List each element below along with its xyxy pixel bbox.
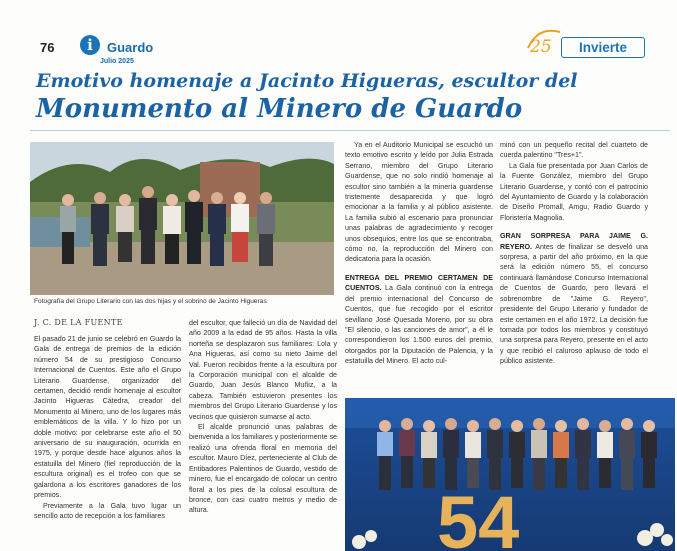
paragraph: La Gala fue presentada por Juan Carlos de la Fuente González, miembro del Grupo Literario Guardense, y contó con el patrocinio del Ayuntamiento de Guardo y la colaboración de Diseño Promall, Amgu, Radio Guardo y Floristería Magnolia. [500,161,648,222]
title-divider [30,130,670,131]
byline: J. C. DE LA FUENTE [34,318,123,327]
paragraph: Previamente a la Gala tuvo lugar un sencillo acto de recepción a los familiares [34,501,181,520]
body-column-1 [34,334,181,521]
headline-line-2: Monumento al Minero de Guardo [36,94,523,124]
body-column-4 [500,140,648,367]
body-column-2 [189,318,337,516]
page-number: 76 [40,40,55,55]
stage-photo [345,398,675,551]
paragraph: El pasado 21 de junio se celebró en Guardo la Gala de entrega de premios de la edición número 54 de su prestigioso Concurso Internacional de Cuentos. Este año el Grupo Literario Guardense, organizador del certamen, decidió rendir homenaje al escultor Jacinto Higueras Cátedra, creador del Monumento al Minero, uno de los lugares más emblemáticos de la villa. Y lo hizo por un doble motivo: por celebrarse este año el 50 aniversario de su inauguración, ocurrida en 1975, y porque desde hace algunos años la estatuilla del Minero (fiel reproducción de la escultura original) es el trofeo con que se galardona a los escritores ganadores de los premios. [34,335,181,500]
body-column-3 [345,140,493,367]
paragraph: El alcalde pronunció unas palabras de bienvenida a los familiares y posteriormente se realizó una ofrenda floral en memoria del escultor. Mauro Díez, perteneciente al Club de Entibadores Palentinos de Guardo, vestido de minero, fue el encargado de colocar un centro floral a los pies de la colosal escultura de bronce, con casi cuatro metros y medio de altura. [189,423,337,515]
group-photo [30,142,334,295]
publication-name: Guardo [107,40,154,55]
photo-caption: Fotografía del Grupo Literario con las dos hijas y el sobrino de Jacinto Higueras [34,298,267,305]
headline-line-1: Emotivo homenaje a Jacinto Higueras, escultor del [36,70,578,92]
paragraph: minó con un pequeño recital del cuarteto de cuerda palentino "Tres+1". [500,141,648,160]
paragraph: La Gala continuó con la entrega del premio internacional del Concurso de Cuentos, que fue recogido por el escritor sevillano José Quesada Moreno, por su obra "El silencio, o las canciones de amor", a él le correspondieron los 1.500 euros del premio, otorgados por la Diputación de Palencia, y la estatuilla del Minero. El acto cul- [345,284,493,366]
paragraph: Ya en el Auditorio Municipal se escuchó un texto emotivo escrito y leído por Julia Estrada Serrano, miembro del Grupo Literario Guardense, que no solo rindió homenaje al escultor sino también a la minería guardense tristemente desaparecida y que logró emocionar a la familia y al público asistente. La familia subió al escenario para pronunciar unas palabras de agradecimiento y recoger unos obsequios, entre los que se encontraba, cómo no, la reproducción del Minero con dedicatoria para la ocasión. [345,141,493,264]
anniversary-number: 25 [530,37,552,57]
paragraph: Antes de finalizar se desveló una sorpresa, a partir del año próximo, en la que será la edición número 55, el concurso continuará llamándose Concurso Internacional de Cuentos de Guardo, pero llevará el sobrenombre de "Jaime G. Reyero", presidente del Grupo Literario y fundador de este certamen en el año 1972. La decisión fue tomada por todos los miembros y constituyó una sorpresa para Reyero, presente en el acto y que recibió el caluroso aplauso de todo el público asistente. [500,242,648,366]
info-logo-icon: i [80,35,100,55]
paragraph: del escultor, que falleció un día de Navidad del año 2009 a la edad de 95 años. Hasta la villa norteña se desplazaron sus familiares: Lola y Ana Higueras, así como su nieto Jaime del Val. Fueron recibidos frente a la escultura por la Corporación municipal con el alcalde de Guardo, Juan Jesús Blanco Muñiz, a la cabeza. También estuvieron presentes los miembros del Grupo Literario Guardense y los vecinos que quisieron sumarse al acto. [189,319,337,421]
issue-date: Julio 2025 [100,58,134,65]
subheading-entrega: ENTREGA DEL PREMIO CERTAMEN DE CUENTOS. [345,273,493,293]
section-tag: Invierte [561,37,645,58]
anniversary-logo-icon [524,22,564,62]
edition-number: 54 [437,481,520,551]
subheading-sorpresa: GRAN SORPRESA PARA JAIME G. REYERO. [500,232,648,251]
